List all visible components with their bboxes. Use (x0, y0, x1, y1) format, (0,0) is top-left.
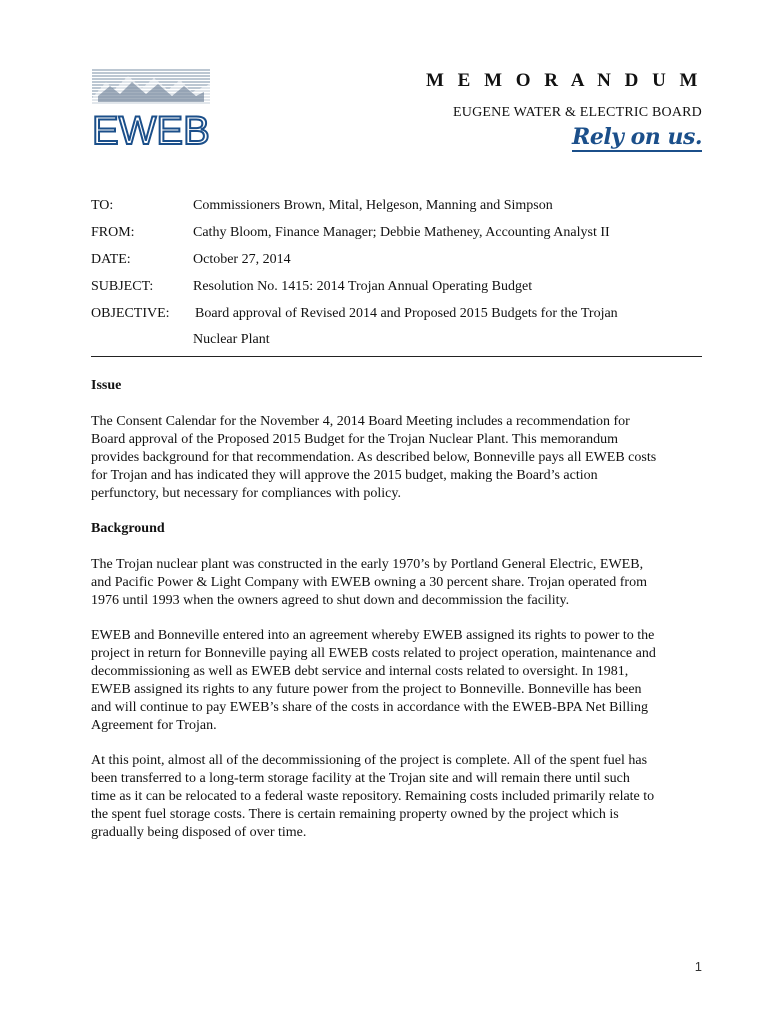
field-label: FROM: (91, 225, 135, 240)
logo-wordmark: EWEB (92, 109, 210, 148)
field-value: Resolution No. 1415: 2014 Trojan Annual Operating Budget (193, 279, 533, 294)
background-paragraph-1: The Trojan nuclear plant was constructed in the early 1970’s by Portland General Electric, EWEB, and Pacific Power & Light Company with EWEB owning a 30 percent share. Trojan operated from 1976 until 1993 when the owners agreed to shut down and decommission the facility. (91, 557, 647, 608)
field-value: Commissioners Brown, Mital, Helgeson, Manning and Simpson (193, 198, 553, 213)
eweb-logo (92, 68, 212, 148)
field-label: TO: (91, 198, 114, 213)
issue-paragraph: The Consent Calendar for the November 4, 2014 Board Meeting includes a recommendation for Board approval of the Proposed 2015 Budget for the Trojan Nuclear Plant. This memorandum provides background for that recommendation. As described below, Bonneville pays all EWEB costs for Trojan and has indicated they will approve the 2015 budget, making the Board’s action perfunctory, but necessary for compliances with policy. (91, 414, 657, 501)
field-value: October 27, 2014 (193, 252, 291, 267)
header-divider (91, 356, 702, 357)
field-value: Board approval of Revised 2014 and Proposed 2015 Budgets for the Trojan (195, 306, 618, 321)
tagline-logo: Rely on us. (572, 124, 702, 150)
field-label: DATE: (91, 252, 131, 267)
field-label: OBJECTIVE: (91, 306, 170, 321)
field-value: Cathy Bloom, Finance Manager; Debbie Matheney, Accounting Analyst II (193, 225, 610, 240)
field-label: SUBJECT: (91, 279, 154, 294)
issue-heading: Issue (91, 378, 122, 393)
organization-name: EUGENE WATER & ELECTRIC BOARD (453, 105, 702, 120)
background-paragraph-2: EWEB and Bonneville entered into an agreement whereby EWEB assigned its rights to power to the project in return for Bonneville paying all EWEB costs related to project operation, maintenance and decommissioning as well as EWEB debt service and internal costs related to oversight. In 1981, EWEB assigned its rights to any future power from the project to Bonneville. Bonneville has been and will continue to pay EWEB’s share of the costs in accordance with the EWEB-BPA Net Billing Agreement for Trojan. (91, 628, 656, 733)
field-value-continued: Nuclear Plant (193, 332, 270, 347)
memo-title: M E M O R A N D U M (425, 70, 702, 91)
background-paragraph-3: At this point, almost all of the decommissioning of the project is complete. All of the spent fuel has been transferred to a long-term storage facility at the Trojan site and will remain there until such time as it can be relocated to a federal waste repository. Remaining costs included primarily relate to the spent fuel storage costs. There is certain remaining property owned by the project which is gradually being disposed of over time. (91, 753, 655, 840)
background-heading: Background (91, 521, 165, 536)
page-number: 1 (694, 959, 702, 974)
